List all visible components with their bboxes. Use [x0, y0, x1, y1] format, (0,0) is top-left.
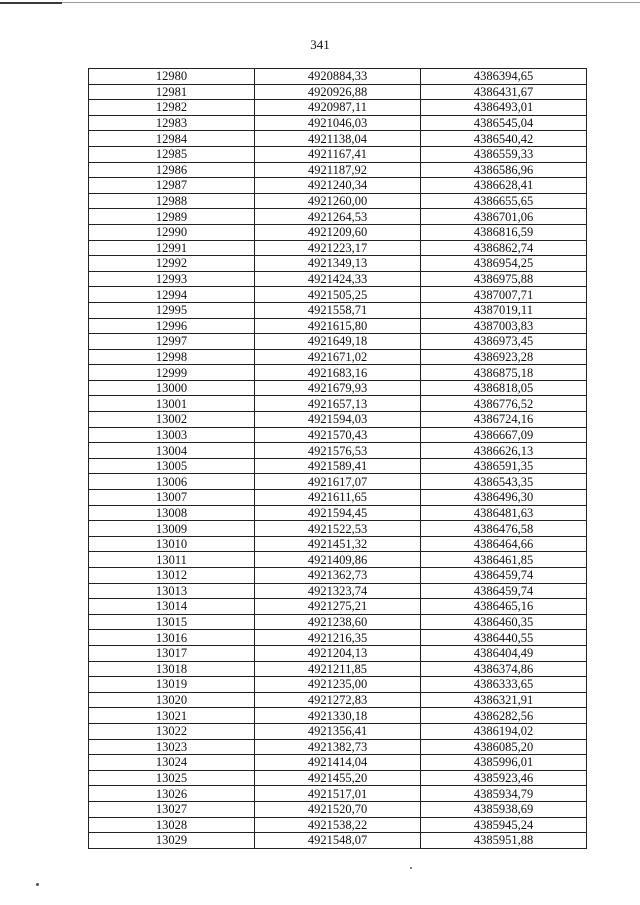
x-coordinate-cell: 4921451,32 [255, 536, 421, 552]
coordinates-table [88, 68, 587, 849]
table-row [89, 334, 587, 350]
y-coordinate-cell: 4386973,45 [421, 334, 587, 350]
point-number-cell: 12994 [89, 287, 255, 303]
x-coordinate-cell: 4921323,74 [255, 583, 421, 599]
table-row [89, 755, 587, 771]
point-number-cell: 12989 [89, 209, 255, 225]
x-coordinate-cell: 4921223,17 [255, 240, 421, 256]
table-row [89, 443, 587, 459]
x-coordinate-cell: 4921679,93 [255, 380, 421, 396]
table-row [89, 505, 587, 521]
x-coordinate-cell: 4921209,60 [255, 224, 421, 240]
y-coordinate-cell: 4387007,71 [421, 287, 587, 303]
x-coordinate-cell: 4921138,04 [255, 131, 421, 147]
y-coordinate-cell: 4386875,18 [421, 365, 587, 381]
x-coordinate-cell: 4921611,65 [255, 490, 421, 506]
y-coordinate-cell: 4386628,41 [421, 178, 587, 194]
y-coordinate-cell: 4386464,66 [421, 536, 587, 552]
table-row [89, 162, 587, 178]
table-row [89, 614, 587, 630]
table-row [89, 115, 587, 131]
x-coordinate-cell: 4921275,21 [255, 599, 421, 615]
y-coordinate-cell: 4386465,16 [421, 599, 587, 615]
y-coordinate-cell: 4386461,85 [421, 552, 587, 568]
point-number-cell: 13018 [89, 661, 255, 677]
point-number-cell: 12980 [89, 69, 255, 85]
point-number-cell: 12984 [89, 131, 255, 147]
x-coordinate-cell: 4921570,43 [255, 427, 421, 443]
point-number-cell: 13009 [89, 521, 255, 537]
y-coordinate-cell: 4385938,69 [421, 801, 587, 817]
table-row [89, 209, 587, 225]
table-row [89, 490, 587, 506]
point-number-cell: 13026 [89, 786, 255, 802]
table-row [89, 521, 587, 537]
x-coordinate-cell: 4921617,07 [255, 474, 421, 490]
x-coordinate-cell: 4921505,25 [255, 287, 421, 303]
table-row [89, 552, 587, 568]
x-coordinate-cell: 4921187,92 [255, 162, 421, 178]
point-number-cell: 12999 [89, 365, 255, 381]
x-coordinate-cell: 4921576,53 [255, 443, 421, 459]
x-coordinate-cell: 4920926,88 [255, 84, 421, 100]
table-row [89, 302, 587, 318]
table-row [89, 708, 587, 724]
y-coordinate-cell: 4386431,67 [421, 84, 587, 100]
point-number-cell: 13003 [89, 427, 255, 443]
table-row [89, 677, 587, 693]
point-number-cell: 12985 [89, 146, 255, 162]
x-coordinate-cell: 4920884,33 [255, 69, 421, 85]
x-coordinate-cell: 4921522,53 [255, 521, 421, 537]
point-number-cell: 13002 [89, 412, 255, 428]
table-row [89, 100, 587, 116]
point-number-cell: 12997 [89, 334, 255, 350]
y-coordinate-cell: 4386333,65 [421, 677, 587, 693]
table-row [89, 692, 587, 708]
x-coordinate-cell: 4921238,60 [255, 614, 421, 630]
point-number-cell: 13012 [89, 568, 255, 584]
table-row [89, 739, 587, 755]
x-coordinate-cell: 4921216,35 [255, 630, 421, 646]
y-coordinate-cell: 4386440,55 [421, 630, 587, 646]
y-coordinate-cell: 4386404,49 [421, 645, 587, 661]
table-row [89, 240, 587, 256]
y-coordinate-cell: 4386545,04 [421, 115, 587, 131]
scan-edge-mark [0, 2, 62, 4]
y-coordinate-cell: 4385923,46 [421, 770, 587, 786]
point-number-cell: 13010 [89, 536, 255, 552]
point-number-cell: 13017 [89, 645, 255, 661]
x-coordinate-cell: 4921517,01 [255, 786, 421, 802]
y-coordinate-cell: 4386655,65 [421, 193, 587, 209]
coordinates-table-body [89, 69, 587, 849]
y-coordinate-cell: 4386459,74 [421, 568, 587, 584]
table-row [89, 178, 587, 194]
table-row [89, 365, 587, 381]
x-coordinate-cell: 4921424,33 [255, 271, 421, 287]
table-row [89, 193, 587, 209]
y-coordinate-cell: 4386493,01 [421, 100, 587, 116]
x-coordinate-cell: 4921589,41 [255, 458, 421, 474]
x-coordinate-cell: 4921272,83 [255, 692, 421, 708]
table-row [89, 256, 587, 272]
point-number-cell: 13006 [89, 474, 255, 490]
point-number-cell: 13008 [89, 505, 255, 521]
y-coordinate-cell: 4386923,28 [421, 349, 587, 365]
y-coordinate-cell: 4386776,52 [421, 396, 587, 412]
y-coordinate-cell: 4386476,58 [421, 521, 587, 537]
x-coordinate-cell: 4921649,18 [255, 334, 421, 350]
point-number-cell: 12998 [89, 349, 255, 365]
x-coordinate-cell: 4920987,11 [255, 100, 421, 116]
y-coordinate-cell: 4386321,91 [421, 692, 587, 708]
table-row [89, 723, 587, 739]
table-row [89, 396, 587, 412]
point-number-cell: 12986 [89, 162, 255, 178]
table-row [89, 568, 587, 584]
table-row [89, 801, 587, 817]
point-number-cell: 13013 [89, 583, 255, 599]
table-row [89, 380, 587, 396]
point-number-cell: 12987 [89, 178, 255, 194]
table-row [89, 318, 587, 334]
table-row [89, 645, 587, 661]
point-number-cell: 13011 [89, 552, 255, 568]
table-row [89, 833, 587, 849]
x-coordinate-cell: 4921240,34 [255, 178, 421, 194]
point-number-cell: 13025 [89, 770, 255, 786]
point-number-cell: 13027 [89, 801, 255, 817]
point-number-cell: 13001 [89, 396, 255, 412]
x-coordinate-cell: 4921235,00 [255, 677, 421, 693]
point-number-cell: 13000 [89, 380, 255, 396]
y-coordinate-cell: 4386954,25 [421, 256, 587, 272]
y-coordinate-cell: 4386626,13 [421, 443, 587, 459]
point-number-cell: 13005 [89, 458, 255, 474]
x-coordinate-cell: 4921657,13 [255, 396, 421, 412]
point-number-cell: 12991 [89, 240, 255, 256]
scan-edge-line [0, 2, 640, 3]
x-coordinate-cell: 4921356,41 [255, 723, 421, 739]
y-coordinate-cell: 4386586,96 [421, 162, 587, 178]
table-row [89, 786, 587, 802]
x-coordinate-cell: 4921683,16 [255, 365, 421, 381]
table-row [89, 583, 587, 599]
y-coordinate-cell: 4387019,11 [421, 302, 587, 318]
y-coordinate-cell: 4386816,59 [421, 224, 587, 240]
y-coordinate-cell: 4385996,01 [421, 755, 587, 771]
table-row [89, 474, 587, 490]
table-row [89, 427, 587, 443]
x-coordinate-cell: 4921538,22 [255, 817, 421, 833]
point-number-cell: 12995 [89, 302, 255, 318]
table-row [89, 131, 587, 147]
table-row [89, 536, 587, 552]
x-coordinate-cell: 4921409,86 [255, 552, 421, 568]
point-number-cell: 13028 [89, 817, 255, 833]
page-number: 341 [310, 37, 330, 52]
y-coordinate-cell: 4386975,88 [421, 271, 587, 287]
y-coordinate-cell: 4386194,02 [421, 723, 587, 739]
x-coordinate-cell: 4921594,03 [255, 412, 421, 428]
x-coordinate-cell: 4921211,85 [255, 661, 421, 677]
point-number-cell: 13023 [89, 739, 255, 755]
y-coordinate-cell: 4386543,35 [421, 474, 587, 490]
point-number-cell: 12993 [89, 271, 255, 287]
x-coordinate-cell: 4921204,13 [255, 645, 421, 661]
y-coordinate-cell: 4385951,88 [421, 833, 587, 849]
y-coordinate-cell: 4386459,74 [421, 583, 587, 599]
point-number-cell: 13014 [89, 599, 255, 615]
y-coordinate-cell: 4386559,33 [421, 146, 587, 162]
y-coordinate-cell: 4386374,86 [421, 661, 587, 677]
point-number-cell: 12990 [89, 224, 255, 240]
x-coordinate-cell: 4921382,73 [255, 739, 421, 755]
point-number-cell: 12988 [89, 193, 255, 209]
y-coordinate-cell: 4386394,65 [421, 69, 587, 85]
point-number-cell: 12981 [89, 84, 255, 100]
x-coordinate-cell: 4921264,53 [255, 209, 421, 225]
x-coordinate-cell: 4921558,71 [255, 302, 421, 318]
table-row [89, 661, 587, 677]
table-row [89, 412, 587, 428]
x-coordinate-cell: 4921455,20 [255, 770, 421, 786]
x-coordinate-cell: 4921671,02 [255, 349, 421, 365]
x-coordinate-cell: 4921349,13 [255, 256, 421, 272]
y-coordinate-cell: 4386862,74 [421, 240, 587, 256]
point-number-cell: 13029 [89, 833, 255, 849]
y-coordinate-cell: 4386282,56 [421, 708, 587, 724]
x-coordinate-cell: 4921046,03 [255, 115, 421, 131]
point-number-cell: 13016 [89, 630, 255, 646]
x-coordinate-cell: 4921260,00 [255, 193, 421, 209]
table-row [89, 224, 587, 240]
y-coordinate-cell: 4386724,16 [421, 412, 587, 428]
point-number-cell: 13019 [89, 677, 255, 693]
table-row [89, 84, 587, 100]
table-row [89, 349, 587, 365]
x-coordinate-cell: 4921414,04 [255, 755, 421, 771]
x-coordinate-cell: 4921362,73 [255, 568, 421, 584]
x-coordinate-cell: 4921520,70 [255, 801, 421, 817]
scan-speck [410, 867, 412, 869]
y-coordinate-cell: 4386540,42 [421, 131, 587, 147]
y-coordinate-cell: 4386481,63 [421, 505, 587, 521]
table-row [89, 599, 587, 615]
y-coordinate-cell: 4385934,79 [421, 786, 587, 802]
table-row [89, 630, 587, 646]
table-row [89, 287, 587, 303]
x-coordinate-cell: 4921167,41 [255, 146, 421, 162]
y-coordinate-cell: 4385945,24 [421, 817, 587, 833]
point-number-cell: 13021 [89, 708, 255, 724]
point-number-cell: 12992 [89, 256, 255, 272]
table-row [89, 770, 587, 786]
point-number-cell: 12996 [89, 318, 255, 334]
table-row [89, 458, 587, 474]
y-coordinate-cell: 4386591,35 [421, 458, 587, 474]
table-row [89, 146, 587, 162]
y-coordinate-cell: 4386460,35 [421, 614, 587, 630]
point-number-cell: 13007 [89, 490, 255, 506]
table-row [89, 69, 587, 85]
point-number-cell: 13024 [89, 755, 255, 771]
point-number-cell: 13022 [89, 723, 255, 739]
x-coordinate-cell: 4921615,80 [255, 318, 421, 334]
point-number-cell: 12983 [89, 115, 255, 131]
table-row [89, 271, 587, 287]
y-coordinate-cell: 4386667,09 [421, 427, 587, 443]
y-coordinate-cell: 4386818,05 [421, 380, 587, 396]
table-row [89, 817, 587, 833]
point-number-cell: 12982 [89, 100, 255, 116]
y-coordinate-cell: 4386085,20 [421, 739, 587, 755]
point-number-cell: 13015 [89, 614, 255, 630]
y-coordinate-cell: 4387003,83 [421, 318, 587, 334]
point-number-cell: 13020 [89, 692, 255, 708]
x-coordinate-cell: 4921330,18 [255, 708, 421, 724]
scan-speck [36, 883, 39, 886]
x-coordinate-cell: 4921548,07 [255, 833, 421, 849]
point-number-cell: 13004 [89, 443, 255, 459]
y-coordinate-cell: 4386701,06 [421, 209, 587, 225]
y-coordinate-cell: 4386496,30 [421, 490, 587, 506]
x-coordinate-cell: 4921594,45 [255, 505, 421, 521]
